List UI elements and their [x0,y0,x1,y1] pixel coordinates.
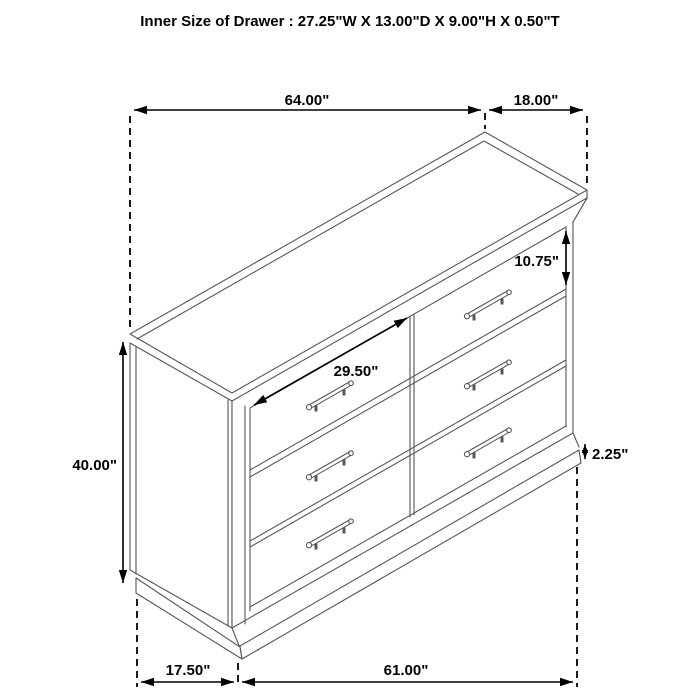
dim-label-bottom-width: 61.00" [383,662,429,679]
dim-label-top-depth: 18.00" [513,92,559,109]
base-step-right-edge [573,433,579,447]
dim-label-bottom-depth: 17.50" [165,662,211,679]
dim-label-top-width: 64.00" [284,92,330,109]
page-title: Inner Size of Drawer : 27.25"W X 13.00"D X 9.00"H X 0.50"T [140,13,560,30]
dim-label-base-height: 2.25" [592,446,629,463]
dresser-drawing [130,132,587,659]
dim-label-drawer-width: 29.50" [333,363,379,380]
dim-label-overall-height: 40.00" [72,457,117,474]
dim-label-top-drawer-height: 10.75" [514,253,559,270]
